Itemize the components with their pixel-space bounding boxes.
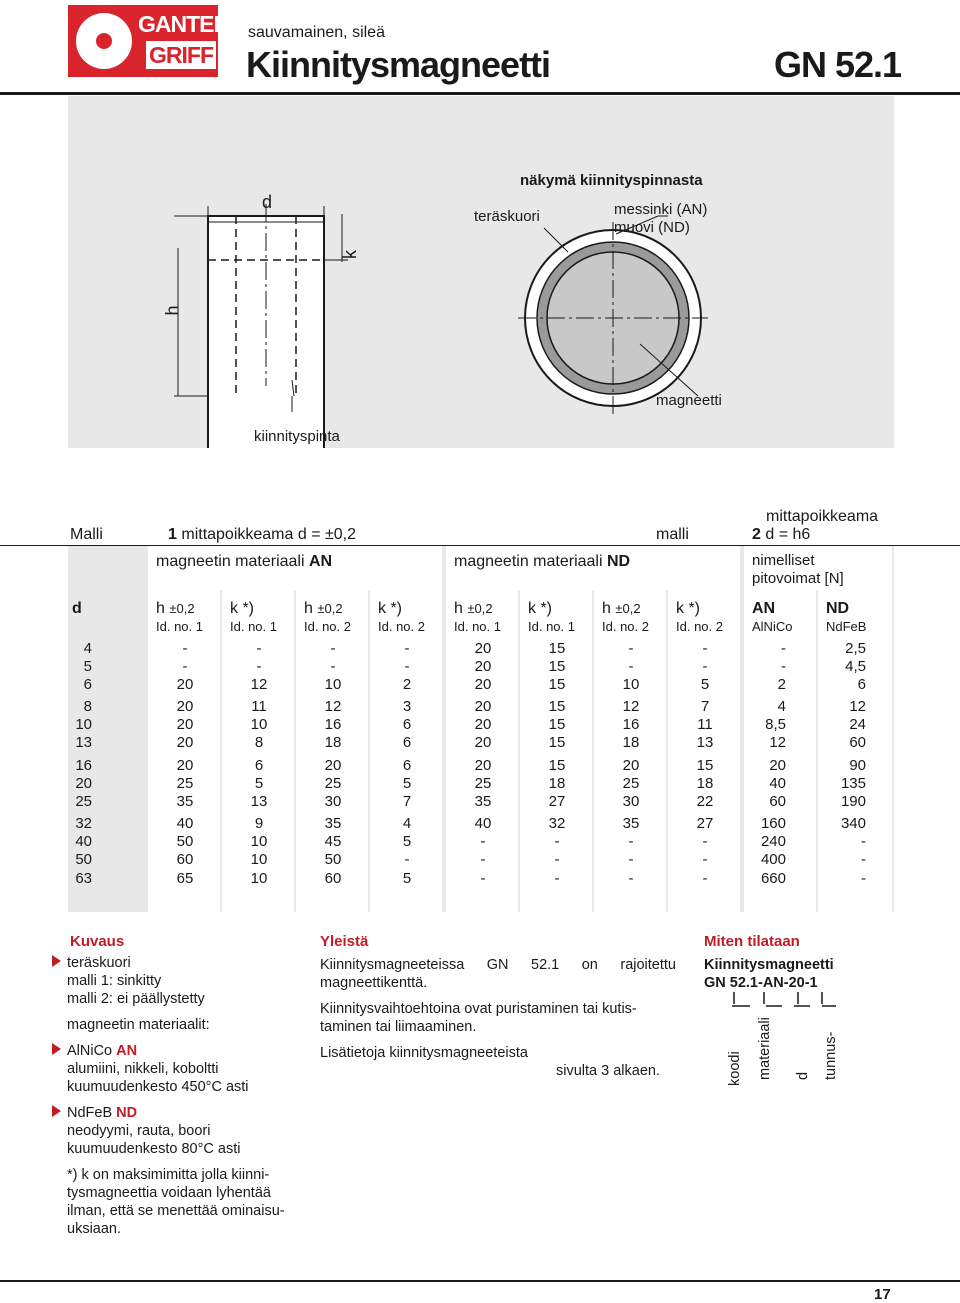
variant-2: [752, 526, 810, 544]
yleista-p1b: magneettikenttä.: [320, 975, 428, 991]
bullet-triangle-icon: [52, 1105, 61, 1117]
table-cell: 4: [402, 815, 412, 832]
table-cell: 18: [696, 775, 714, 792]
table-cell: 8,5: [765, 716, 786, 733]
table-cell: -: [628, 870, 634, 887]
group-label-an: [156, 553, 332, 571]
col-header-h4-label: h: [602, 600, 611, 617]
table-cell: 11: [251, 698, 267, 715]
table-cell: -: [404, 658, 410, 675]
force-label-1: nimelliset: [752, 552, 815, 569]
kuvaus-nd-temp: kuumuudenkesto 80°C asti: [67, 1141, 241, 1157]
table-cell: 35: [176, 793, 194, 810]
label-magnet: magneetti: [656, 392, 722, 409]
table-cell: 3: [402, 698, 412, 715]
table-cell: 6: [857, 676, 866, 693]
group-label-an-code: AN: [308, 553, 333, 570]
table-cell: -: [861, 870, 866, 887]
group-label-an-prefix: magneetin materiaali: [156, 553, 305, 570]
table-cell: 15: [548, 757, 566, 774]
logo-text-ganter: GANTER: [138, 11, 230, 37]
table-cell: 20: [176, 716, 194, 733]
logo-ring-center: [96, 33, 112, 49]
table-cell: -: [702, 851, 708, 868]
col-header-h1-label: h: [156, 600, 165, 617]
table-cell: 20: [474, 734, 492, 751]
table-cell: -: [480, 870, 486, 887]
yleista-p2b: taminen tai liimaaminen.: [320, 1019, 477, 1035]
table-cell: 15: [548, 698, 566, 715]
table-cell: 12: [769, 734, 786, 751]
col-header-h1: [156, 600, 195, 618]
table-cell: -: [330, 658, 336, 675]
table-cell: -: [554, 870, 560, 887]
table-cell: 24: [849, 716, 866, 733]
table-cell: 25: [622, 775, 640, 792]
kuvaus-m1: malli 1: sinkitty: [67, 973, 162, 989]
col-header-h2-label: h: [304, 600, 313, 617]
table-cell: 20: [176, 757, 194, 774]
col-header-h1-tol: ±0,2: [169, 601, 195, 616]
variant-2-text: d = h6: [765, 526, 811, 543]
table-cell: 8: [254, 734, 264, 751]
logo-text-griff: GRIFF: [146, 41, 216, 69]
col-header-d: d: [72, 600, 82, 617]
kuvaus-an-row: [52, 1042, 292, 1060]
product-subtitle: sauvamainen, sileä: [248, 24, 385, 41]
table-cell: 15: [548, 676, 566, 693]
table-cell: -: [702, 870, 708, 887]
table-cell: -: [628, 640, 634, 657]
table-cell: 50: [176, 833, 194, 850]
kuvaus-an-desc: alumiini, nikkeli, koboltti: [67, 1061, 219, 1077]
table-cell: 12: [250, 676, 268, 693]
table-cell: 50: [324, 851, 342, 868]
table-cell: -: [628, 658, 634, 675]
table-cell: 12: [324, 698, 342, 715]
col-header-h4-id: Id. no. 2: [602, 619, 649, 634]
kuvaus-an-name: AlNiCo: [67, 1043, 113, 1059]
table-cell: 10: [324, 676, 342, 693]
table-cell: 50: [75, 851, 92, 868]
product-code: GN 52.1: [774, 44, 902, 85]
table-cell: 2: [402, 676, 412, 693]
table-cell: 6: [83, 676, 92, 693]
kuvaus-nd-row: [52, 1104, 292, 1122]
table-cell: 18: [548, 775, 566, 792]
bullet-triangle-icon: [52, 955, 61, 967]
header-divider: [0, 92, 960, 95]
yleista-p2a: Kiinnitysvaihtoehtoina ovat puristaminen tai kutis-: [320, 1001, 637, 1017]
table-cell: 15: [696, 757, 714, 774]
table-cell: 18: [622, 734, 640, 751]
table-cell: 340: [840, 815, 866, 832]
table-cell: 20: [324, 757, 342, 774]
table-cell: 32: [75, 815, 92, 832]
kuvaus-note-3: ilman, että se menettää ominaisu-: [67, 1203, 285, 1219]
logo-ring: [76, 13, 132, 69]
table-cell: 13: [696, 734, 714, 751]
dim-label-k: k: [340, 250, 360, 259]
table-cell: -: [781, 640, 786, 657]
table-cell: 30: [324, 793, 342, 810]
col-header-k2-id: Id. no. 2: [378, 619, 425, 634]
col-header-h3-tol: ±0,2: [467, 601, 493, 616]
table-cell: 6: [254, 757, 264, 774]
col-header-k2: k *): [378, 600, 402, 617]
col-header-k1: k *): [230, 600, 254, 617]
tilaus-v4: tunnus-: [823, 1031, 839, 1080]
table-cell: 5: [700, 676, 710, 693]
table-cell: 16: [622, 716, 640, 733]
table-cell: 16: [75, 757, 92, 774]
table-cell: 6: [402, 757, 412, 774]
label-insert-nd: muovi (ND): [614, 219, 690, 236]
table-cell: -: [781, 658, 786, 675]
kuvaus-nd-code: ND: [116, 1105, 138, 1121]
table-cell: 660: [760, 870, 786, 887]
table-cell: -: [256, 640, 262, 657]
table-cell: 6: [402, 734, 412, 751]
yleista-block: [320, 956, 676, 1080]
kuvaus-note-1: *) k on maksimimitta jolla kiinni-: [67, 1167, 270, 1183]
group-label-nd-prefix: magneetin materiaali: [454, 553, 603, 570]
table-cell: -: [702, 658, 708, 675]
table-cell: -: [256, 658, 262, 675]
table-cell: 63: [75, 870, 92, 887]
table-cell: 15: [548, 658, 566, 675]
col-header-nd-sub: NdFeB: [826, 619, 867, 634]
table-cell: 25: [176, 775, 194, 792]
tilaus-v3: d: [795, 1071, 811, 1080]
variant-1: [168, 526, 356, 544]
col-header-h4-tol: ±0,2: [615, 601, 641, 616]
table-cell: 60: [324, 870, 342, 887]
group-label-nd-code: ND: [606, 553, 631, 570]
kuvaus-shell-row: [52, 954, 292, 972]
table-cell: 400: [760, 851, 786, 868]
label-shell: teräskuori: [474, 208, 540, 225]
table-cell: 15: [548, 716, 566, 733]
yleista-title: Yleistä: [320, 933, 369, 950]
table-cell: 7: [700, 698, 710, 715]
col-header-h3: [454, 600, 493, 618]
col-header-h2-id: Id. no. 2: [304, 619, 351, 634]
table-cell: 20: [176, 676, 194, 693]
col-header-h2: [304, 600, 343, 618]
yleista-p3b: sivulta 3 alkaen.: [556, 1063, 660, 1079]
variant-1-number: 1: [168, 526, 177, 543]
table-cell: 27: [696, 815, 714, 832]
table-cell: -: [480, 833, 486, 850]
table-cell: 10: [250, 870, 268, 887]
table-cell: -: [330, 640, 336, 657]
table-cell: 25: [75, 793, 92, 810]
kuvaus-nd-desc: neodyymi, rauta, boori: [67, 1123, 211, 1139]
table-cell: -: [628, 833, 634, 850]
table-cell: 10: [250, 851, 268, 868]
kuvaus-materials: magneetin materiaalit:: [67, 1017, 210, 1033]
table-cell: 5: [254, 775, 264, 792]
table-cell: 16: [324, 716, 342, 733]
table-cell: 13: [250, 793, 268, 810]
table-cell: 240: [760, 833, 786, 850]
table-cell: 20: [622, 757, 640, 774]
table-cell: -: [554, 833, 560, 850]
table-cell: 20: [769, 757, 786, 774]
table-cell: 12: [849, 698, 866, 715]
table-cell: 2: [777, 676, 786, 693]
variant-2-number: 2: [752, 526, 761, 543]
table-cell: 4: [777, 698, 786, 715]
table-cell: -: [861, 851, 866, 868]
label-insert-an: messinki (AN): [614, 201, 708, 218]
table-cell: 7: [402, 793, 412, 810]
bullet-triangle-icon: [52, 1043, 61, 1055]
tilaus-title: Miten tilataan: [704, 933, 800, 950]
table-cell: 11: [697, 716, 713, 733]
end-view-title: näkymä kiinnityspinnasta: [520, 172, 703, 189]
table-cell: 20: [75, 775, 92, 792]
table-cell: 20: [474, 716, 492, 733]
table-cell: 20: [474, 640, 492, 657]
table-cell: 25: [474, 775, 492, 792]
table-cell: 10: [622, 676, 640, 693]
col-header-k1-id: Id. no. 1: [230, 619, 277, 634]
table-cell: 40: [769, 775, 786, 792]
table-cell: 90: [849, 757, 866, 774]
tilaus-example: GN 52.1-AN-20-1: [704, 975, 818, 991]
kuvaus-an-code: AN: [116, 1043, 138, 1059]
table-cell: 35: [622, 815, 640, 832]
table-cell: -: [702, 833, 708, 850]
table-cell: 65: [176, 870, 194, 887]
dim-label-h: h: [162, 305, 183, 316]
force-label-2: pitovoimat [N]: [752, 570, 844, 587]
col-header-h1-id: Id. no. 1: [156, 619, 203, 634]
table-cell: 20: [176, 698, 194, 715]
tilaus-v2: materiaali: [757, 1017, 773, 1080]
variant-1-text: mittapoikkeama d = ±0,2: [181, 526, 357, 543]
kuvaus-title: Kuvaus: [70, 933, 125, 950]
table-cell: 27: [548, 793, 566, 810]
table-cell: 40: [474, 815, 492, 832]
table-cell: -: [554, 851, 560, 868]
table-cell: 35: [474, 793, 492, 810]
col-header-h3-id: Id. no. 1: [454, 619, 501, 634]
table-cell: 2,5: [845, 640, 866, 657]
table-cell: 5: [402, 775, 412, 792]
table-cell: 60: [176, 851, 194, 868]
col-header-nd: ND: [826, 600, 850, 617]
col-header-an: AN: [752, 600, 776, 617]
table-cell: 9: [254, 815, 264, 832]
page-number: 17: [874, 1286, 891, 1303]
table-cell: 160: [760, 815, 786, 832]
table-cell: 5: [402, 833, 412, 850]
table-cell: 5: [83, 658, 92, 675]
footer-line: [0, 1280, 960, 1282]
table-cell: 25: [324, 775, 342, 792]
label-surface: kiinnityspinta: [254, 428, 340, 445]
col-header-h3-label: h: [454, 600, 463, 617]
kuvaus-m2: malli 2: ei päällystetty: [67, 991, 205, 1007]
col-header-k3-id: Id. no. 1: [528, 619, 575, 634]
table-cell: 18: [324, 734, 342, 751]
col-header-h2-tol: ±0,2: [317, 601, 343, 616]
table-cell: 40: [176, 815, 194, 832]
table-cell: 40: [75, 833, 92, 850]
kuvaus-note-4: uksiaan.: [67, 1221, 122, 1237]
table-cell: 10: [250, 716, 268, 733]
table-cell: 22: [696, 793, 714, 810]
table-cell: 20: [474, 757, 492, 774]
technical-drawing: [68, 96, 894, 448]
table-cell: 10: [75, 716, 92, 733]
variant-2-top: mittapoikkeama: [766, 508, 879, 525]
kuvaus-an-temp: kuumuudenkesto 450°C asti: [67, 1079, 249, 1095]
table-cell: 20: [474, 676, 492, 693]
table-cell: 15: [548, 734, 566, 751]
table-cell: 20: [176, 734, 194, 751]
table-cell: 60: [849, 734, 866, 751]
table-cell: 8: [83, 698, 92, 715]
col-header-k4-id: Id. no. 2: [676, 619, 723, 634]
table-cell: 4,5: [845, 658, 866, 675]
table-cell: 35: [324, 815, 342, 832]
table-cell: -: [480, 851, 486, 868]
malli-label-2: malli: [656, 526, 689, 543]
col-header-an-sub: AlNiCo: [752, 619, 793, 634]
yleista-p3a: Lisätietoja kiinnitysmagneeteista: [320, 1045, 528, 1061]
table-cell: -: [182, 658, 188, 675]
ganter-logo: [68, 5, 230, 77]
table-cell: 32: [548, 815, 566, 832]
kuvaus-block: [52, 954, 292, 1238]
kuvaus-note-2: tysmagneettia voidaan lyhentää: [67, 1185, 271, 1201]
table-cell: -: [861, 833, 866, 850]
tilaus-v1: koodi: [727, 1051, 743, 1086]
col-header-k4: k *): [676, 600, 700, 617]
table-cell: 15: [548, 640, 566, 657]
yleista-p1a: Kiinnitysmagneeteissa GN 52.1 on rajoitettu: [320, 957, 676, 973]
table-cell: 30: [622, 793, 640, 810]
group-label-nd: [454, 553, 630, 571]
table-cell: -: [404, 851, 410, 868]
tilaus-product: Kiinnitysmagneetti: [704, 957, 834, 973]
table-cell: -: [182, 640, 188, 657]
table-cell: 20: [474, 698, 492, 715]
table-cell: 12: [622, 698, 640, 715]
table-cell: 135: [840, 775, 866, 792]
table-cell: 6: [402, 716, 412, 733]
product-title: Kiinnitysmagneetti: [246, 44, 551, 85]
table-cell: 20: [474, 658, 492, 675]
kuvaus-shell: teräskuori: [67, 955, 131, 971]
col-header-k3: k *): [528, 600, 552, 617]
malli-label: Malli: [70, 526, 103, 543]
dim-label-d: d: [262, 192, 273, 212]
table-cell: 13: [75, 734, 92, 751]
table-cell: 4: [83, 640, 92, 657]
table-cell: 45: [324, 833, 342, 850]
kuvaus-nd-name: NdFeB: [67, 1105, 113, 1121]
table-cell: -: [628, 851, 634, 868]
table-cell: 190: [840, 793, 866, 810]
table-cell: 60: [769, 793, 786, 810]
table-cell: -: [404, 640, 410, 657]
col-header-h4: [602, 600, 641, 618]
table-cell: -: [702, 640, 708, 657]
table-cell: 5: [402, 870, 412, 887]
table-cell: 10: [250, 833, 268, 850]
